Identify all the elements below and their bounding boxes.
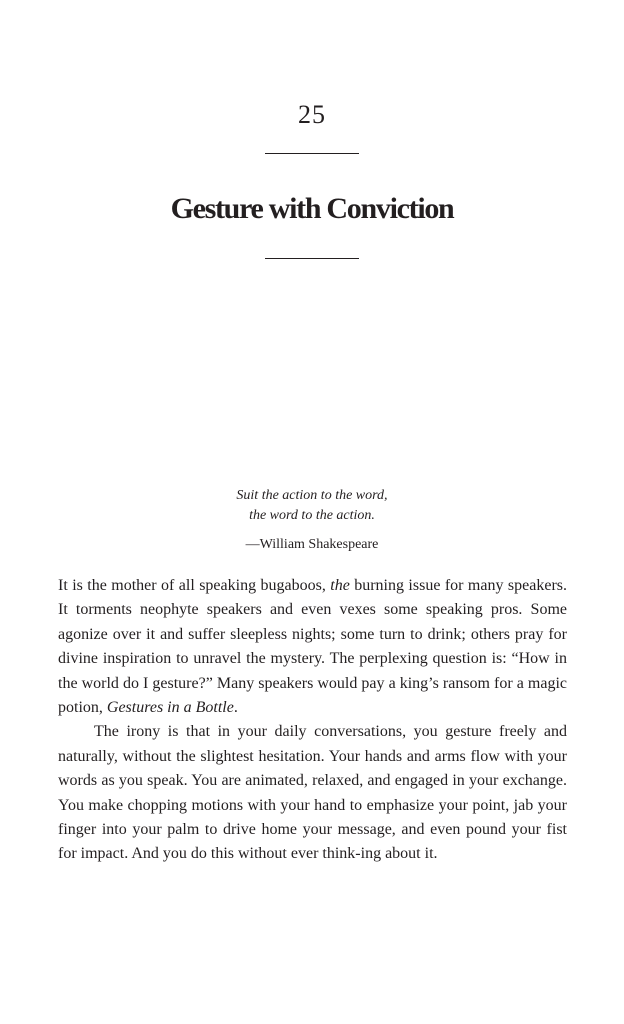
paragraph-1-book-title: Gestures in a Bottle <box>106 699 234 717</box>
paragraph-2: The irony is that in your daily conversations, you gesture freely and naturally, without the slightest hesitation. Your hands and arms flow with your words as you speak. You are animated, relaxed, and engaged in your exchange. You make chopping motions with your hand to emphasize your point, jab your finger into your palm to drive home your message, and even pound your fist for impact. And you do this without ever think-ing about it. <box>58 723 567 863</box>
paragraph-1-middle: burning issue for many speakers. It torments neophyte speakers and even vexes some speaking pros. Some agonize over it and suffer sleepless nights; some turn to drink; others pray for divine inspiration to unravel the mystery. The perplexing question is: “How in the world do I gesture?” Many speakers would pay a king’s ransom for a magic potion, <box>58 577 567 717</box>
body-text <box>58 574 567 867</box>
paragraph-1-start: It is the mother of all speaking bugaboos, <box>58 577 331 594</box>
paragraph-1-emphasis-the: the <box>330 577 350 594</box>
chapter-title: Gesture with Conviction <box>170 192 454 225</box>
epigraph-attribution: —William Shakespeare <box>245 537 379 552</box>
epigraph-line-2: the word to the action. <box>249 508 375 523</box>
epigraph <box>0 486 624 555</box>
bottom-divider <box>265 258 359 259</box>
paragraph-1-end: . <box>233 699 238 717</box>
chapter-number: 25 <box>298 100 326 129</box>
top-divider <box>265 153 359 154</box>
epigraph-line-1: Suit the action to the word, <box>236 488 388 503</box>
paragraph-1 <box>58 574 567 720</box>
